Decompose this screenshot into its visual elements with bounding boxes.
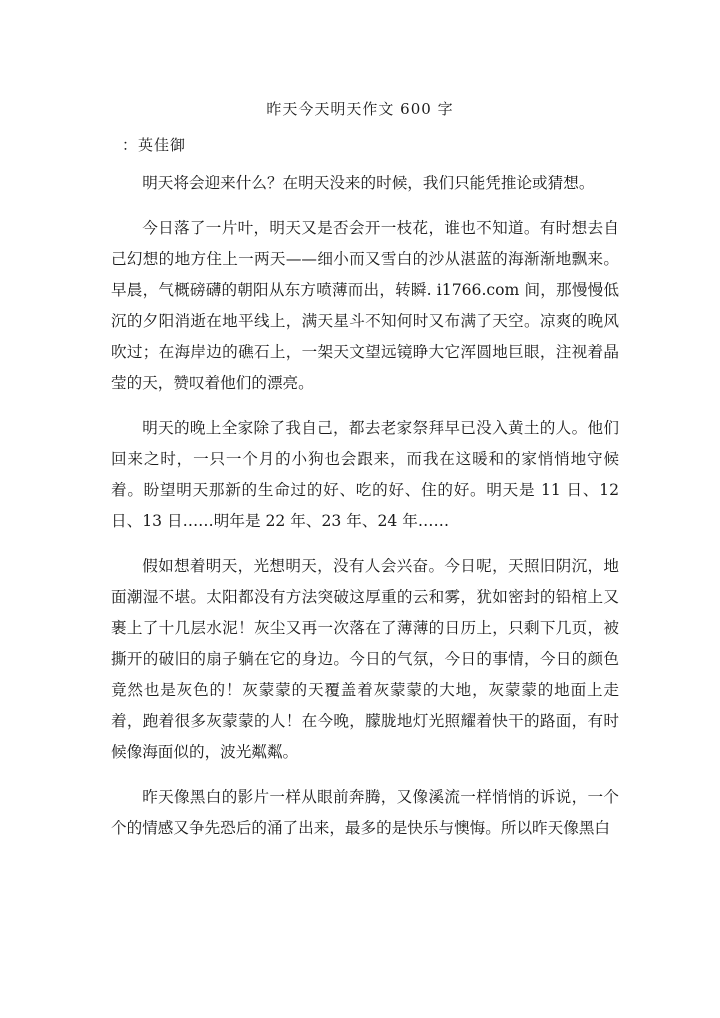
paragraph: 假如想着明天，光想明天，没有人会兴奋。今日呢，天照旧阴沉，地面潮湿不堪。太阳都没有方法突破这厚重的云和雾，犹如密封的铅棺上又裹上了十几层水泥！灰尘又再一次落在了薄薄的日历上，只剩下几页，被撕开的破旧的扇子躺在它的身边。今日的气氛，今日的事情，今日的颜色竟然也是灰色的！灰蒙蒙的天覆盖着灰蒙蒙的大地，灰蒙蒙的地面上走着，跑着很多灰蒙蒙的人！在今晚，朦胧地灯光照耀着快干的路面，有时候像海面似的，波光粼粼。 (111, 557, 619, 761)
paragraph: 明天的晚上全家除了我自己，都去老家祭拜早已没入黄土的人。他们回来之时，一只一个月的小狗也会跟来，而我在这暖和的家悄悄地守候着。盼望明天那新的生命过的好、吃的好、住的好。明天是 11 日、12 日、13 日……明年是 22 年、23 年、24 年…… (111, 419, 619, 530)
paragraph: 明天将会迎来什么？在明天没来的时候，我们只能凭推论或猜想。 (142, 174, 595, 192)
article-body (111, 168, 619, 858)
page-title: 昨天今天明天作文 600 字 (266, 100, 454, 118)
paragraph: 今日落了一片叶，明天又是否会开一枝花，谁也不知道。有时想去自己幻想的地方住上一两天——细小而又雪白的沙从湛蓝的海渐渐地飘来。早晨，气概磅礴的朝阳从东方喷薄而出，转瞬. i1766.com 间，那慢慢低沉的夕阳消逝在地平线上，满天星斗不知何时又布满了天空。凉爽的晚风吹过；在海岸边的礁石上，一架天文望远镜睁大它浑圆地巨眼，注视着晶莹的天，赞叹着他们的漂亮。 (111, 219, 619, 392)
author-line: ：英佳御 (122, 136, 187, 154)
paragraph: 昨天像黑白的影片一样从眼前奔腾，又像溪流一样悄悄的诉说，一个个的情感又争先恐后的涌了出来，最多的是快乐与懊悔。所以昨天像黑白 (111, 788, 619, 837)
